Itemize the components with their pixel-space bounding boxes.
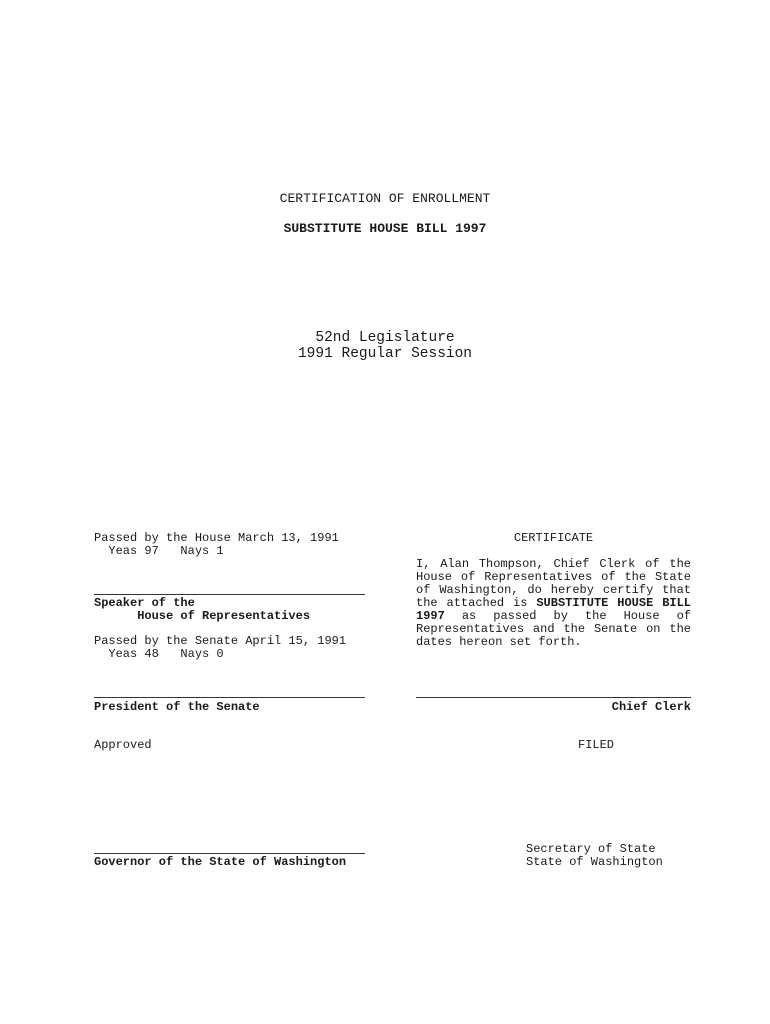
senate-passed: Passed by the Senate April 15, 1991	[94, 634, 347, 648]
governor-signature-line	[94, 853, 365, 854]
state-label: State of Washington	[526, 855, 663, 869]
certificate-text	[416, 558, 691, 649]
legislature-line: 52nd Legislature	[315, 330, 455, 346]
bill-title: SUBSTITUTE HOUSE BILL 1997	[283, 221, 487, 236]
session-line: 1991 Regular Session	[297, 346, 473, 362]
chief-clerk-title: Chief Clerk	[611, 700, 691, 714]
house-passed: Passed by the House March 13, 1991	[94, 531, 339, 545]
certificate-text-1: I, Alan Thompson, Chief Clerk of the House of Representatives of the State of Washington, do hereby certify that the attached is	[416, 557, 691, 610]
speaker-signature-line	[94, 594, 365, 595]
filed-label: FILED	[578, 738, 615, 752]
secretary-label: Secretary of State	[526, 842, 656, 856]
speaker-title-1: Speaker of the	[94, 596, 195, 610]
approved-label: Approved	[94, 738, 152, 752]
certificate-title: CERTIFICATE	[513, 531, 594, 545]
house-votes: Yeas 97 Nays 1	[94, 544, 224, 558]
chief-clerk-signature-line	[416, 697, 691, 698]
certification-heading: CERTIFICATION OF ENROLLMENT	[279, 191, 491, 206]
certificate-text-2: as passed by the House of Representatives and the Senate on the dates hereon set forth.	[416, 609, 692, 649]
president-title: President of the Senate	[94, 700, 260, 714]
certificate-bill: SUBSTITUTE HOUSE BILL 1997	[416, 596, 691, 623]
senate-votes: Yeas 48 Nays 0	[94, 647, 224, 661]
governor-title: Governor of the State of Washington	[94, 855, 347, 869]
speaker-title-2: House of Representatives	[94, 609, 311, 623]
president-signature-line	[94, 697, 365, 698]
